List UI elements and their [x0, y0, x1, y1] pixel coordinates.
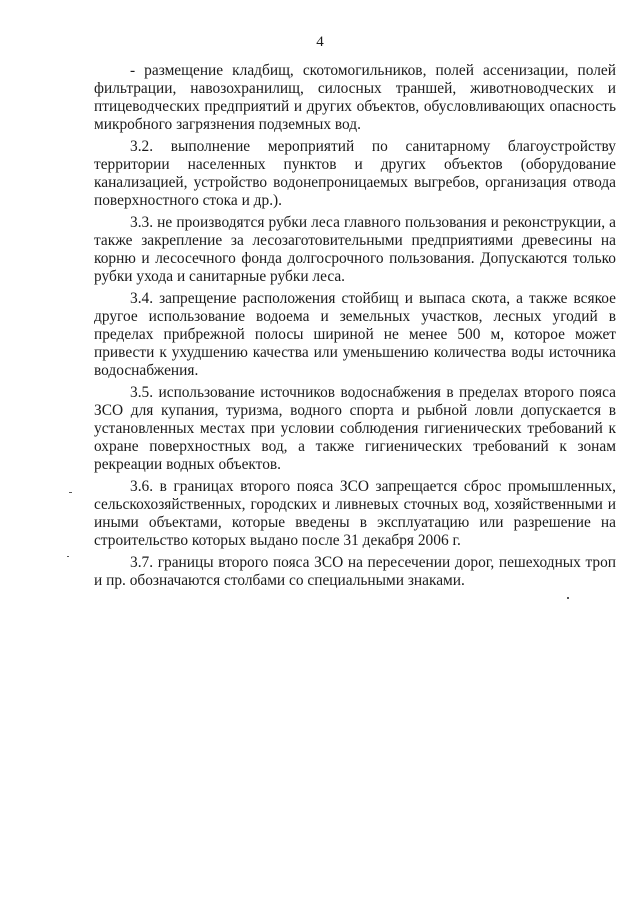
paragraph-3-6: 3.6. в границах второго пояса ЗСО запрещается сброс промышленных, сельскохозяйственных, городских и ливневых сточных вод, хозяйственными и иными объектами, которые введены в эксплуатацию или разрешение на строительство которых выдано после 31 декабря 2006 г.	[94, 478, 616, 549]
document-body	[94, 62, 616, 594]
paragraph-3-2: 3.2. выполнение мероприятий по санитарному благоустройству территории населенных пунктов и других объектов (оборудование канализацией, устройство водонепроницаемых выгребов, организация отвода поверхностного стока и др.).	[94, 138, 616, 209]
paragraph-3-5: 3.5. использование источников водоснабжения в пределах второго пояса ЗСО для купания, туризма, водного спорта и рыбной ловли допускается в установленных местах при условии соблюдения гигиенических требований к охране поверхностных вод, а также гигиенических требований к зонам рекреации водных объектов.	[94, 384, 616, 473]
scan-speck	[69, 492, 72, 493]
scan-speck	[67, 556, 69, 557]
paragraph-burial-restriction: - размещение кладбищ, скотомогильников, полей ассенизации, полей фильтрации, навозохранилищ, силосных траншей, животноводческих и птицеводческих предприятий и других объектов, обусловливающих опасность микробного загрязнения подземных вод.	[94, 62, 616, 133]
page-number: 4	[316, 34, 324, 50]
paragraph-3-3: 3.3. не производятся рубки леса главного пользования и реконструкции, а также закрепление за лесозаготовительными предприятиями древесины на корню и лесосечного фонда долгосрочного пользования. Допускаются только рубки ухода и санитарные рубки леса.	[94, 214, 616, 285]
scan-speck	[567, 597, 569, 599]
paragraph-3-4: 3.4. запрещение расположения стойбищ и выпаса скота, а также всякое другое использование водоема и земельных участков, лесных угодий в пределах прибрежной полосы шириной не менее 500 м, которое может привести к ухудшению качества или уменьшению количества воды источника водоснабжения.	[94, 290, 616, 379]
paragraph-3-7: 3.7. границы второго пояса ЗСО на пересечении дорог, пешеходных троп и пр. обозначаются столбами со специальными знаками.	[94, 554, 616, 589]
